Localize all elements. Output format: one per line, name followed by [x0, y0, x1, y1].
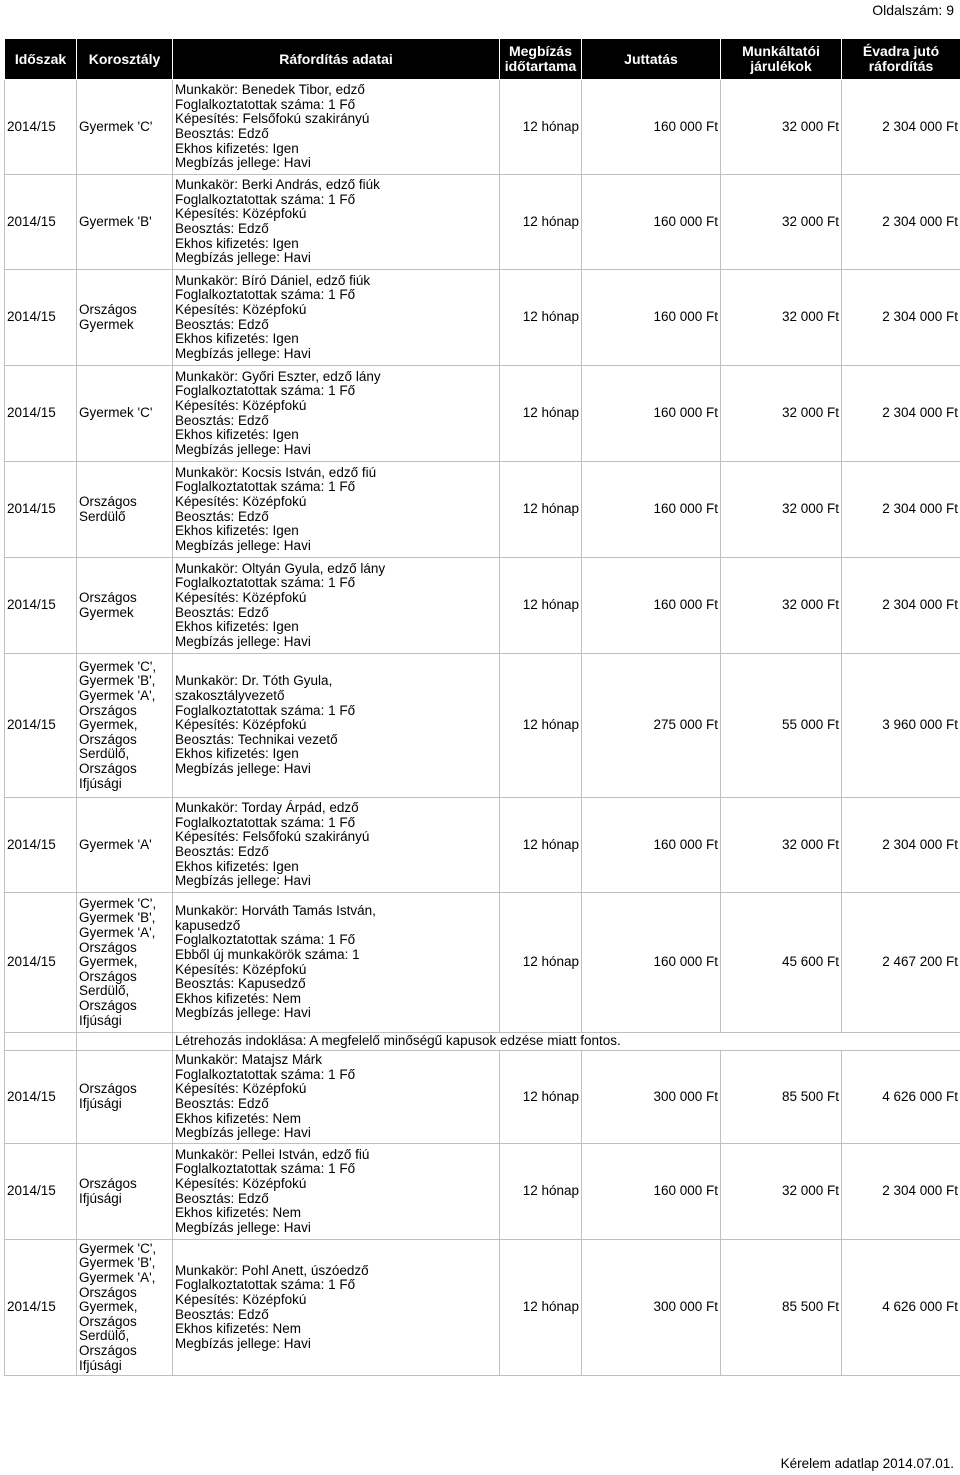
age-class-line: Serdülő, — [79, 983, 130, 999]
age-class-line: Ifjúsági — [79, 1096, 122, 1111]
age-class-line: Gyermek 'C' — [79, 405, 153, 421]
age-class-line: Országos — [79, 702, 137, 718]
cost-details-cell — [173, 1144, 500, 1240]
allowance-cell: 300 000 Ft — [582, 1240, 721, 1376]
age-class-line: Országos — [79, 1175, 137, 1191]
cost-details-cell — [173, 366, 500, 462]
detail-line: Munkakör: Horváth Tamás István, — [175, 903, 376, 919]
age-class-cell — [77, 798, 173, 893]
duration-cell: 12 hónap — [500, 1240, 582, 1376]
season-cost-cell: 2 304 000 Ft — [842, 558, 960, 654]
detail-line: Képesítés: Középfokú — [175, 493, 307, 509]
detail-line: Beosztás: Edző — [175, 1190, 269, 1206]
allowance-cell: 160 000 Ft — [582, 558, 721, 654]
cost-details-cell — [173, 893, 500, 1033]
detail-line: Ekhos kifizetés: Igen — [175, 331, 299, 347]
age-class-line: Gyermek 'B' — [79, 213, 152, 229]
duration-cell: 12 hónap — [500, 798, 582, 893]
period-cell: 2014/15 — [5, 1144, 77, 1240]
detail-line: Ebből új munkakörök száma: 1 — [175, 946, 360, 962]
header-row — [5, 39, 960, 80]
detail-line: Beosztás: Edző — [175, 508, 269, 524]
employer-contrib-cell: 32 000 Ft — [721, 798, 842, 893]
employer-contrib-cell: 32 000 Ft — [721, 80, 842, 175]
detail-line: Beosztás: Edző — [175, 126, 269, 141]
allowance-cell: 160 000 Ft — [582, 893, 721, 1033]
detail-line: Foglalkoztatottak száma: 1 Fő — [175, 814, 356, 830]
cost-table — [4, 38, 960, 1376]
duration-cell: 12 hónap — [500, 654, 582, 798]
detail-line: Beosztás: Edző — [175, 221, 269, 236]
detail-line: Megbízás jellege: Havi — [175, 345, 311, 361]
age-class-cell — [77, 462, 173, 558]
header-season-cost: Évadra jutó ráfordítás — [842, 39, 960, 80]
season-cost-cell: 3 960 000 Ft — [842, 654, 960, 798]
detail-line: Foglalkoztatottak száma: 1 Fő — [175, 383, 356, 399]
age-class-cell — [77, 175, 173, 270]
age-class-line: Ifjúsági — [79, 1190, 122, 1206]
age-class-line: Gyermek, — [79, 954, 138, 970]
age-class-cell — [77, 893, 173, 1033]
detail-line: Megbízás jellege: Havi — [175, 633, 311, 649]
detail-line: Beosztás: Edző — [175, 316, 269, 332]
age-class-line: Országos — [79, 1284, 137, 1300]
detail-line: Foglalkoztatottak száma: 1 Fő — [175, 932, 356, 948]
footer-label: Kérelem adatlap 2014.07.01. — [780, 1456, 954, 1471]
detail-line: Képesítés: Középfokú — [175, 717, 307, 733]
detail-line: Ekhos kifizetés: Igen — [175, 140, 299, 156]
duration-cell: 12 hónap — [500, 80, 582, 175]
detail-line: Megbízás jellege: Havi — [175, 537, 311, 553]
period-cell: 2014/15 — [5, 80, 77, 175]
duration-cell: 12 hónap — [500, 1144, 582, 1240]
age-class-line: Gyermek 'C', — [79, 1240, 157, 1256]
header-duration: Megbízás időtartama — [500, 39, 582, 80]
season-cost-cell: 4 626 000 Ft — [842, 1240, 960, 1376]
table-row — [5, 1144, 960, 1240]
age-class-line: Gyermek, — [79, 717, 138, 733]
detail-line: Munkakör: Pellei István, edző fiú — [175, 1146, 370, 1162]
detail-line: Munkakör: Bíró Dániel, edző fiúk — [175, 272, 371, 288]
age-class-line: Gyermek — [79, 316, 134, 332]
age-class-cell — [77, 1051, 173, 1144]
detail-line: Képesítés: Felsőfokú szakirányú — [175, 829, 370, 845]
detail-line: Megbízás jellege: Havi — [175, 1219, 311, 1235]
age-class-line: Országos — [79, 301, 137, 317]
detail-line: Ekhos kifizetés: Igen — [175, 523, 299, 539]
allowance-cell: 160 000 Ft — [582, 175, 721, 270]
age-class-line: Gyermek 'C', — [79, 658, 157, 674]
cost-details-cell — [173, 175, 500, 270]
cost-details-cell — [173, 1240, 500, 1376]
detail-line: Ekhos kifizetés: Igen — [175, 746, 299, 762]
employer-contrib-cell: 32 000 Ft — [721, 462, 842, 558]
header-period: Időszak — [5, 39, 77, 80]
allowance-cell: 160 000 Ft — [582, 80, 721, 175]
detail-line: Ekhos kifizetés: Nem — [175, 1205, 302, 1221]
detail-line: Megbízás jellege: Havi — [175, 155, 311, 171]
detail-line: Képesítés: Középfokú — [175, 1175, 307, 1191]
duration-cell: 12 hónap — [500, 270, 582, 366]
header-employer-contrib: Munkáltatói járulékok — [721, 39, 842, 80]
age-class-line: Gyermek, — [79, 1299, 138, 1315]
detail-line: Ekhos kifizetés: Igen — [175, 619, 299, 635]
age-class-line: Ifjúsági — [79, 775, 122, 791]
cost-details-cell — [173, 798, 500, 893]
employer-contrib-cell: 32 000 Ft — [721, 270, 842, 366]
age-class-line: Gyermek 'A' — [79, 836, 152, 852]
page-number: Oldalszám: 9 — [872, 2, 954, 18]
table-row — [5, 80, 960, 175]
age-class-line: Serdülő, — [79, 746, 130, 762]
cost-details-cell — [173, 80, 500, 175]
table-row — [5, 270, 960, 366]
detail-line: Beosztás: Edző — [175, 1306, 269, 1322]
duration-cell: 12 hónap — [500, 462, 582, 558]
detail-line: Munkakör: Matajsz Márk — [175, 1052, 323, 1068]
employer-contrib-cell: 32 000 Ft — [721, 366, 842, 462]
detail-line: Munkakör: Berki András, edző fiúk — [175, 177, 380, 193]
detail-line: Ekhos kifizetés: Nem — [175, 990, 302, 1006]
detail-line: Munkakör: Oltyán Gyula, edző lány — [175, 560, 386, 576]
age-class-line: Gyermek 'A', — [79, 688, 156, 704]
detail-line: Munkakör: Győri Eszter, edző lány — [175, 368, 381, 384]
season-cost-cell: 2 304 000 Ft — [842, 366, 960, 462]
empty-cell — [77, 1033, 173, 1051]
age-class-line: Gyermek — [79, 604, 134, 620]
age-class-line: Gyermek 'C', — [79, 895, 157, 911]
duration-cell: 12 hónap — [500, 366, 582, 462]
detail-line: Megbízás jellege: Havi — [175, 1005, 311, 1021]
allowance-cell: 300 000 Ft — [582, 1051, 721, 1144]
age-class-cell — [77, 558, 173, 654]
age-class-cell — [77, 1144, 173, 1240]
employer-contrib-cell: 55 000 Ft — [721, 654, 842, 798]
detail-line: Megbízás jellege: Havi — [175, 1125, 311, 1141]
table-body — [5, 80, 960, 1376]
period-cell: 2014/15 — [5, 462, 77, 558]
season-cost-cell: 4 626 000 Ft — [842, 1051, 960, 1144]
season-cost-cell: 2 304 000 Ft — [842, 798, 960, 893]
detail-line: Képesítés: Középfokú — [175, 589, 307, 605]
age-class-line: Országos — [79, 997, 137, 1013]
allowance-cell: 275 000 Ft — [582, 654, 721, 798]
empty-cell — [5, 1033, 77, 1051]
detail-line: Képesítés: Középfokú — [175, 961, 307, 977]
detail-line: Ekhos kifizetés: Igen — [175, 235, 299, 251]
season-cost-cell: 2 304 000 Ft — [842, 175, 960, 270]
season-cost-cell: 2 304 000 Ft — [842, 80, 960, 175]
detail-line: Foglalkoztatottak száma: 1 Fő — [175, 702, 356, 718]
detail-line: Képesítés: Felsőfokú szakirányú — [175, 111, 370, 127]
table-row — [5, 1240, 960, 1376]
allowance-cell: 160 000 Ft — [582, 270, 721, 366]
justification-text: Létrehozás indoklása: A megfelelő minőségű kapusok edzése miatt fontos. — [173, 1033, 960, 1051]
age-class-line: Gyermek 'C' — [79, 118, 153, 134]
employer-contrib-cell: 32 000 Ft — [721, 175, 842, 270]
age-class-line: Országos — [79, 493, 137, 509]
table-row — [5, 366, 960, 462]
duration-cell: 12 hónap — [500, 1051, 582, 1144]
detail-line: Beosztás: Edző — [175, 412, 269, 428]
duration-cell: 12 hónap — [500, 558, 582, 654]
table-row — [5, 798, 960, 893]
detail-line: Foglalkoztatottak száma: 1 Fő — [175, 479, 356, 495]
age-class-line: Serdülő, — [79, 1328, 130, 1344]
employer-contrib-cell: 32 000 Ft — [721, 1144, 842, 1240]
header-allowance: Juttatás — [582, 39, 721, 80]
employer-contrib-cell: 45 600 Ft — [721, 893, 842, 1033]
age-class-line: Gyermek 'B', — [79, 1255, 156, 1271]
duration-cell: 12 hónap — [500, 175, 582, 270]
age-class-line: Országos — [79, 1342, 137, 1358]
cost-details-cell — [173, 1051, 500, 1144]
age-class-line: Országos — [79, 1313, 137, 1329]
detail-line: Megbízás jellege: Havi — [175, 441, 311, 457]
allowance-cell: 160 000 Ft — [582, 462, 721, 558]
detail-line: Munkakör: Torday Árpád, edző — [175, 800, 359, 816]
header-age-class: Korosztály — [77, 39, 173, 80]
detail-line: Megbízás jellege: Havi — [175, 873, 311, 889]
detail-line: szakosztályvezető — [175, 688, 285, 704]
detail-line: Megbízás jellege: Havi — [175, 1335, 311, 1351]
detail-line: Megbízás jellege: Havi — [175, 760, 311, 776]
detail-line: Beosztás: Technikai vezető — [175, 731, 338, 747]
detail-line: Foglalkoztatottak száma: 1 Fő — [175, 575, 356, 591]
age-class-line: Országos — [79, 1081, 137, 1097]
period-cell: 2014/15 — [5, 366, 77, 462]
employer-contrib-cell: 85 500 Ft — [721, 1240, 842, 1376]
period-cell: 2014/15 — [5, 1240, 77, 1376]
season-cost-cell: 2 304 000 Ft — [842, 462, 960, 558]
employer-contrib-cell: 85 500 Ft — [721, 1051, 842, 1144]
allowance-cell: 160 000 Ft — [582, 798, 721, 893]
period-cell: 2014/15 — [5, 558, 77, 654]
cost-details-cell — [173, 462, 500, 558]
age-class-cell — [77, 654, 173, 798]
detail-line: Beosztás: Edző — [175, 844, 269, 859]
detail-line: Megbízás jellege: Havi — [175, 250, 311, 266]
table-row — [5, 893, 960, 1033]
cost-details-cell — [173, 558, 500, 654]
table-row — [5, 462, 960, 558]
period-cell: 2014/15 — [5, 798, 77, 893]
header-cost-data: Ráfordítás adatai — [173, 39, 500, 80]
detail-line: Munkakör: Pohl Anett, úszóedző — [175, 1262, 369, 1278]
age-class-cell — [77, 80, 173, 175]
detail-line: Ekhos kifizetés: Nem — [175, 1110, 302, 1126]
allowance-cell: 160 000 Ft — [582, 366, 721, 462]
detail-line: Foglalkoztatottak száma: 1 Fő — [175, 1161, 356, 1177]
detail-line: Beosztás: Edző — [175, 1096, 269, 1111]
age-class-line: Országos — [79, 968, 137, 984]
age-class-line: Ifjúsági — [79, 1012, 122, 1028]
detail-line: kapusedző — [175, 917, 241, 933]
detail-line: Beosztás: Kapusedző — [175, 976, 306, 992]
detail-line: Beosztás: Edző — [175, 604, 269, 620]
period-cell: 2014/15 — [5, 270, 77, 366]
age-class-line: Serdülő — [79, 508, 126, 524]
cost-details-cell — [173, 270, 500, 366]
cost-details-cell — [173, 654, 500, 798]
employer-contrib-cell: 32 000 Ft — [721, 558, 842, 654]
age-class-line: Országos — [79, 939, 137, 955]
age-class-line: Országos — [79, 760, 137, 776]
table-row — [5, 175, 960, 270]
period-cell: 2014/15 — [5, 175, 77, 270]
detail-line: Képesítés: Középfokú — [175, 206, 307, 222]
table-row — [5, 654, 960, 798]
detail-line: Foglalkoztatottak száma: 1 Fő — [175, 1277, 356, 1293]
detail-line: Munkakör: Dr. Tóth Gyula, — [175, 673, 333, 689]
table-row — [5, 558, 960, 654]
season-cost-cell: 2 467 200 Ft — [842, 893, 960, 1033]
detail-line: Ekhos kifizetés: Nem — [175, 1321, 302, 1337]
detail-line: Képesítés: Középfokú — [175, 397, 307, 413]
detail-line: Foglalkoztatottak száma: 1 Fő — [175, 1066, 356, 1082]
detail-line: Foglalkoztatottak száma: 1 Fő — [175, 191, 356, 207]
age-class-cell — [77, 366, 173, 462]
detail-line: Ekhos kifizetés: Igen — [175, 427, 299, 443]
allowance-cell: 160 000 Ft — [582, 1144, 721, 1240]
period-cell: 2014/15 — [5, 654, 77, 798]
detail-line: Képesítés: Középfokú — [175, 1081, 307, 1097]
detail-line: Képesítés: Középfokú — [175, 1291, 307, 1307]
age-class-line: Gyermek 'A', — [79, 1270, 156, 1286]
age-class-cell — [77, 1240, 173, 1376]
detail-line: Foglalkoztatottak száma: 1 Fő — [175, 287, 356, 303]
age-class-line: Ifjúsági — [79, 1357, 122, 1373]
detail-line: Ekhos kifizetés: Igen — [175, 858, 299, 874]
age-class-cell — [77, 270, 173, 366]
period-cell: 2014/15 — [5, 893, 77, 1033]
detail-line: Képesítés: Középfokú — [175, 301, 307, 317]
age-class-line: Országos — [79, 731, 137, 747]
season-cost-cell: 2 304 000 Ft — [842, 1144, 960, 1240]
detail-line: Foglalkoztatottak száma: 1 Fő — [175, 96, 356, 112]
period-cell: 2014/15 — [5, 1051, 77, 1144]
detail-line: Munkakör: Benedek Tibor, edző — [175, 82, 365, 98]
season-cost-cell: 2 304 000 Ft — [842, 270, 960, 366]
duration-cell: 12 hónap — [500, 893, 582, 1033]
age-class-line: Gyermek 'B', — [79, 910, 156, 926]
justification-row — [5, 1033, 960, 1051]
age-class-line: Gyermek 'B', — [79, 673, 156, 689]
detail-line: Munkakör: Kocsis István, edző fiú — [175, 464, 377, 480]
age-class-line: Országos — [79, 589, 137, 605]
age-class-line: Gyermek 'A', — [79, 925, 156, 941]
table-row — [5, 1051, 960, 1144]
